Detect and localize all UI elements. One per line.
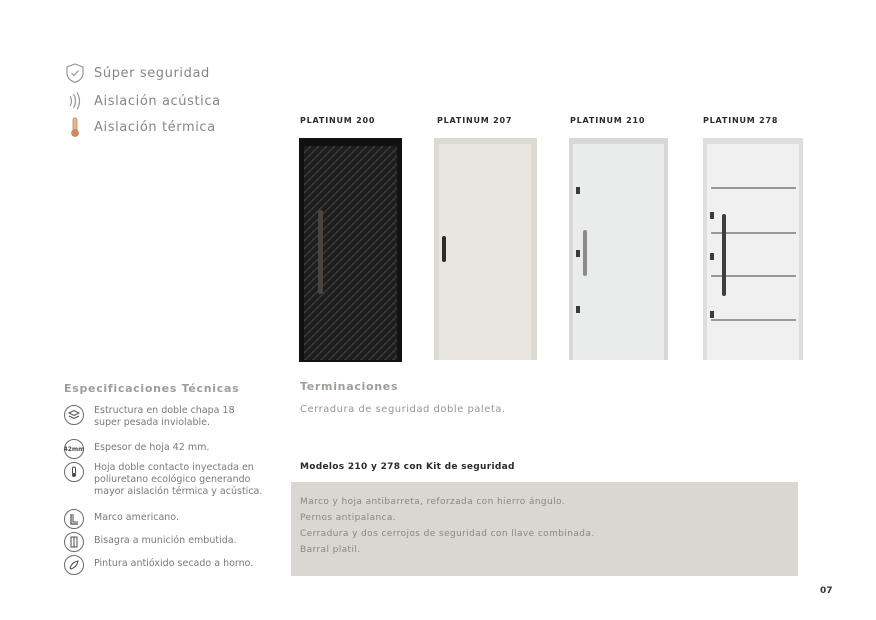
layers-icon [64,405,84,425]
page-number: 07 [820,586,833,596]
feature-label: Aislación acústica [94,93,221,109]
spec-item [64,405,274,429]
spec-item [64,462,274,498]
door-image-platinum-210 [569,138,668,360]
paint-icon [64,555,84,575]
sound-wave-icon [64,90,86,112]
terminaciones-title: Terminaciones [300,380,399,393]
door-image-platinum-207 [434,138,537,360]
spec-item [64,509,274,529]
spec-text: Pintura antióxido secado a horno. [94,558,254,569]
door-title-platinum-207: PLATINUM 207 [437,116,513,125]
spec-text: Marco americano. [94,512,179,523]
spec-text: Estructura en doble chapa 18 super pesada inviolable. [94,405,235,428]
spec-text: Bisagra a munición embutida. [94,535,237,546]
kit-title: Modelos 210 y 278 con Kit de seguridad [300,462,515,472]
frame-icon [64,509,84,529]
feature-label: Súper seguridad [94,65,210,81]
spec-item [64,555,274,575]
spec-item [64,439,274,459]
kit-line: Cerradura y dos cerrojos de seguridad con llave combinada. [300,529,595,539]
kit-line: Barral platil. [300,545,361,555]
door-title-platinum-278: PLATINUM 278 [703,116,779,125]
door-title-platinum-210: PLATINUM 210 [570,116,646,125]
kit-line: Marco y hoja antibarreta, reforzada con hierro ángulo. [300,497,566,507]
thermometer-icon [64,116,86,138]
feature-thermal [64,115,216,139]
spec-text: Espesor de hoja 42 mm. [94,442,210,453]
terminaciones-text: Cerradura de seguridad doble paleta. [300,404,506,415]
feature-label: Aislación térmica [94,119,216,135]
kit-box [291,482,798,576]
door-image-platinum-200 [299,138,402,362]
hinge-icon [64,532,84,552]
feature-security [64,61,210,85]
thickness-42mm-icon [64,439,84,459]
kit-line: Pernos antipalanca. [300,513,397,523]
specs-title: Especificaciones Técnicas [64,382,240,395]
shield-check-icon [64,62,86,84]
spec-item [64,532,274,552]
spec-text: Hoja doble contacto inyectada en poliuretano ecológico generando mayor aislación térmica y acústica. [94,462,263,497]
door-title-platinum-200: PLATINUM 200 [300,116,376,125]
feature-acoustic [64,89,221,113]
door-image-platinum-278 [703,138,803,360]
icon-text: 42mm [63,445,85,453]
thermal-icon [64,462,84,482]
